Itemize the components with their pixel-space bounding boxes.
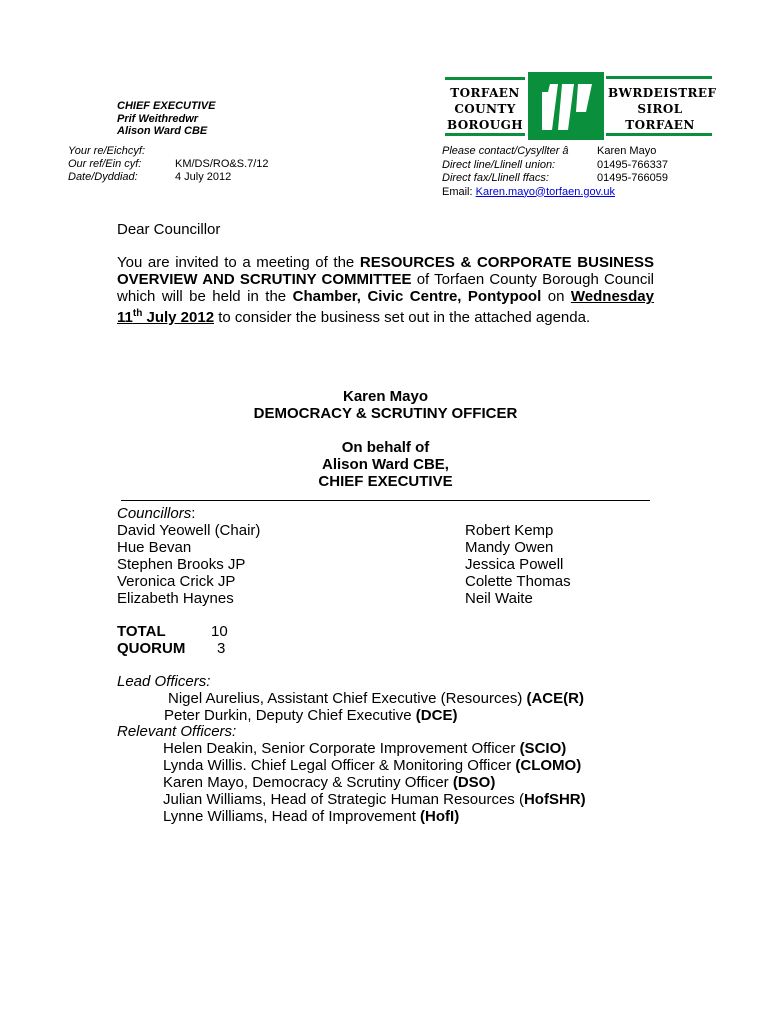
relevant-officer-row xyxy=(163,774,586,791)
date-label: Date/Dyddiad: xyxy=(68,171,138,183)
invitation-paragraph xyxy=(117,254,654,326)
list-item: Colette Thomas xyxy=(465,573,571,590)
total-label: TOTAL xyxy=(117,623,166,640)
lead-officers-heading: Lead Officers: xyxy=(117,673,211,690)
relevant-officer-abbr: (SCIO) xyxy=(519,740,567,757)
councillors-left-column xyxy=(117,522,260,607)
lead-officer-name: Nigel Aurelius, Assistant Chief Executive (Resources) xyxy=(168,690,527,707)
relevant-officer-abbr: (DSO) xyxy=(452,774,496,791)
lead-officer-row xyxy=(164,707,457,724)
email-label: Email: xyxy=(442,185,473,198)
invite-text-2: of Torfaen County Borough Council which will be held in the xyxy=(117,271,654,305)
logo-word-torfaen-welsh: TORFAEN xyxy=(625,118,695,132)
relevant-officer-abbr: (HofI) xyxy=(420,808,460,825)
logo-top-rule-right xyxy=(606,76,712,79)
date-value: 4 July 2012 xyxy=(175,171,232,183)
relevant-officer-abbr: (CLOMO) xyxy=(515,757,582,774)
on-behalf-name: Alison Ward CBE, xyxy=(322,456,449,473)
relevant-officer-row xyxy=(163,757,586,774)
list-item: Robert Kemp xyxy=(465,522,554,539)
contact-block xyxy=(442,145,668,199)
logo-bottom-rule-right xyxy=(606,133,712,136)
lead-officer-name: Peter Durkin, Deputy Chief Executive xyxy=(164,707,416,724)
totals-block xyxy=(117,623,228,657)
lead-officer-row xyxy=(168,690,584,707)
relevant-officer-name: Karen Mayo, Democracy & Scrutiny Officer xyxy=(163,774,453,791)
direct-line-value: 01495-766337 xyxy=(597,158,668,171)
contact-label: Please contact/Cysyllter â xyxy=(442,145,569,157)
relevant-officer-row xyxy=(163,740,586,757)
signatory-role: DEMOCRACY & SCRUTINY OFFICER xyxy=(253,405,518,422)
logo-word-borough: BOROUGH xyxy=(446,118,524,132)
relevant-officer-abbr: HofSHR) xyxy=(523,791,586,808)
councillors-heading-text: Councillors xyxy=(117,505,192,522)
sender-name: Alison Ward CBE xyxy=(117,125,208,137)
relevant-officer-name: Julian Williams, Head of Strategic Human Resources ( xyxy=(163,791,524,808)
our-ref-value: KM/DS/RO&S.7/12 xyxy=(175,158,269,170)
relevant-officer-name: Helen Deakin, Senior Corporate Improvement Officer xyxy=(163,740,520,757)
meeting-venue: Chamber, Civic Centre, Pontypool xyxy=(292,288,542,305)
logo-bottom-rule-left xyxy=(445,133,525,136)
signature-block xyxy=(117,388,654,422)
quorum-label: QUORUM xyxy=(117,640,186,657)
direct-fax-label: Direct fax/Llinell ffacs: xyxy=(442,172,549,184)
salutation: Dear Councillor xyxy=(117,221,221,238)
logo-top-rule-left xyxy=(445,77,525,80)
meeting-date-day: Wednesday 11 xyxy=(117,288,654,326)
lead-officer-abbr: (ACE(R) xyxy=(526,690,584,707)
reference-block xyxy=(68,145,269,184)
councillors-heading xyxy=(117,505,195,522)
list-item: Mandy Owen xyxy=(465,539,554,556)
meeting-date-month: July 2012 xyxy=(142,309,215,326)
logo-word-sirol: SIROL xyxy=(637,102,683,116)
divider xyxy=(121,500,650,501)
direct-line-label: Direct line/Llinell union: xyxy=(442,158,556,171)
list-item: Neil Waite xyxy=(465,590,533,607)
logo-word-county: COUNTY xyxy=(454,102,516,116)
list-item: David Yeowell (Chair) xyxy=(117,522,261,539)
quorum-value: 3 xyxy=(217,640,226,657)
on-behalf-block xyxy=(117,439,654,490)
list-item: Hue Bevan xyxy=(117,539,192,556)
email-link[interactable]: Karen.mayo@torfaen.gov.uk xyxy=(475,185,615,198)
sender-block xyxy=(117,100,215,138)
invite-text-3: on xyxy=(541,288,571,305)
list-item: Veronica Crick JP xyxy=(117,573,236,590)
logo-emblem-icon xyxy=(528,72,604,140)
list-item: Elizabeth Haynes xyxy=(117,590,234,607)
sender-title: CHIEF EXECUTIVE xyxy=(117,100,216,112)
committee-name: RESOURCES & CORPORATE BUSINESS OVERVIEW AND SCRUTINY COMMITTEE xyxy=(117,254,654,288)
councillors-heading-colon: : xyxy=(191,505,196,522)
relevant-officers-heading: Relevant Officers: xyxy=(117,723,237,740)
meeting-date-suffix: th xyxy=(132,308,143,319)
sender-title-welsh: Prif Weithredwr xyxy=(117,112,199,125)
relevant-officer-name: Lynda Willis. Chief Legal Officer & Monitoring Officer xyxy=(163,757,516,774)
relevant-officers-list xyxy=(163,740,586,825)
lead-officer-abbr: (DCE) xyxy=(415,707,458,724)
relevant-officer-row xyxy=(163,808,586,825)
contact-value: Karen Mayo xyxy=(597,145,657,157)
logo-word-torfaen: TORFAEN xyxy=(450,86,520,100)
on-behalf-role: CHIEF EXECUTIVE xyxy=(318,473,453,490)
list-item: Jessica Powell xyxy=(465,556,564,573)
logo-word-bwrdeistref: BWRDEISTREF xyxy=(608,86,717,100)
list-item: Stephen Brooks JP xyxy=(117,556,246,573)
logo-text-english xyxy=(445,85,525,133)
our-ref-label: Our ref/Ein cyf: xyxy=(68,158,142,170)
on-behalf-label: On behalf of xyxy=(341,439,430,456)
invite-text-4: to consider the business set out in the attached agenda. xyxy=(214,309,591,326)
relevant-officer-name: Lynne Williams, Head of Improvement xyxy=(163,808,421,825)
direct-fax-value: 01495-766059 xyxy=(597,172,668,184)
signatory-name: Karen Mayo xyxy=(342,388,429,405)
logo-text-welsh xyxy=(608,85,717,133)
total-value: 10 xyxy=(211,623,228,640)
relevant-officer-row xyxy=(163,791,586,808)
your-ref-label: Your re/Eichcyf: xyxy=(68,145,146,157)
councillors-right-column xyxy=(465,522,571,607)
invite-text-1: You are invited to a meeting of the xyxy=(117,254,360,271)
